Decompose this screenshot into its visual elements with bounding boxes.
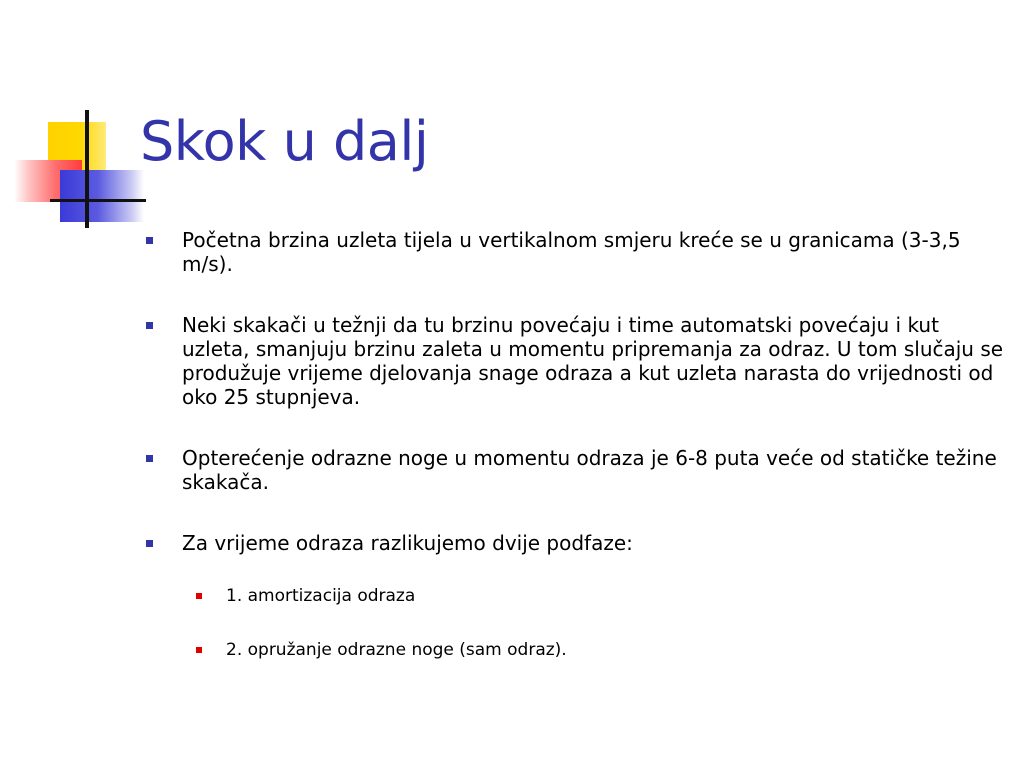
- sub-bullet-item: [196, 639, 1006, 661]
- bullet-text: Za vrijeme odraza razlikujemo dvije podfaze:: [182, 531, 633, 555]
- sub-list-container: [146, 585, 1006, 661]
- bullet-square-icon: [146, 540, 153, 547]
- sub-bullet-list: [146, 585, 1006, 661]
- bullet-item: [146, 446, 1006, 494]
- logo-vertical-line: [85, 110, 89, 228]
- bullet-item: [146, 313, 1006, 409]
- logo-horizontal-line: [50, 199, 146, 202]
- bullet-list: [146, 228, 1006, 693]
- bullet-square-icon: [146, 322, 153, 329]
- sub-bullet-item: [196, 585, 1006, 607]
- bullet-text: Opterećenje odrazne noge u momentu odraza je 6-8 puta veće od statičke težine skakača.: [182, 446, 997, 494]
- sub-bullet-square-icon: [196, 593, 202, 599]
- bullet-item: [146, 228, 1006, 276]
- decorative-squares-logo-icon: [0, 0, 150, 240]
- bullet-text: Početna brzina uzleta tijela u vertikalnom smjeru kreće se u granicama (3-3,5 m/s).: [182, 228, 961, 276]
- bullet-item: [146, 531, 1006, 555]
- sub-bullet-text: 2. opružanje odrazne noge (sam odraz).: [226, 640, 567, 660]
- bullet-text: Neki skakači u težnji da tu brzinu povećaju i time automatski povećaju i kut uzleta, smanjuju brzinu zaleta u momentu pripremanja za odraz. U tom slučaju se produžuje vrijeme djelovanja snage odraza a kut uzleta narasta do vrijednosti od oko 25 stupnjeva.: [182, 313, 1004, 409]
- sub-bullet-text: 1. amortizacija odraza: [226, 586, 416, 606]
- logo-blue-square: [60, 170, 144, 222]
- bullet-square-icon: [146, 455, 153, 462]
- slide-title: Skok u dalj: [140, 110, 429, 173]
- bullet-square-icon: [146, 237, 153, 244]
- sub-bullet-square-icon: [196, 647, 202, 653]
